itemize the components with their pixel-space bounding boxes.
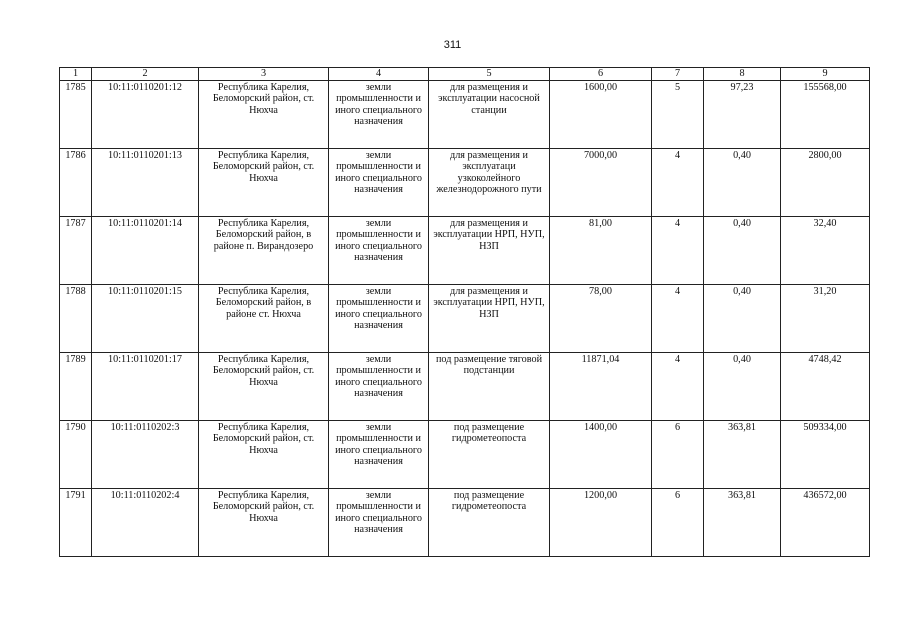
cadastral-value-cell: 32,40 (781, 217, 870, 285)
rate-cell: 0,40 (704, 285, 781, 353)
land-registry-table (59, 67, 870, 557)
group-cell: 4 (652, 285, 704, 353)
cadastral-value-cell: 436572,00 (781, 489, 870, 557)
table-row (60, 489, 870, 557)
permitted-use-cell: под размещение гидрометеопоста (429, 421, 550, 489)
address-cell: Республика Карелия, Беломорский район, в районе ст. Нюхча (199, 285, 329, 353)
group-cell: 4 (652, 353, 704, 421)
permitted-use-cell: под размещение тяговой подстанции (429, 353, 550, 421)
row-number-cell: 1788 (60, 285, 92, 353)
cadastral-number-cell: 10:11:0110201:13 (92, 149, 199, 217)
cadastral-number-cell: 10:11:0110201:12 (92, 81, 199, 149)
row-number-cell: 1785 (60, 81, 92, 149)
cadastral-number-cell: 10:11:0110202:3 (92, 421, 199, 489)
cadastral-number-cell: 10:11:0110201:17 (92, 353, 199, 421)
address-cell: Республика Карелия, Беломорский район, ст. Нюхча (199, 149, 329, 217)
column-header: 2 (92, 68, 199, 81)
cadastral-value-cell: 509334,00 (781, 421, 870, 489)
row-number-cell: 1789 (60, 353, 92, 421)
rate-cell: 0,40 (704, 149, 781, 217)
column-header: 3 (199, 68, 329, 81)
group-cell: 6 (652, 489, 704, 557)
area-cell: 11871,04 (550, 353, 652, 421)
column-header: 8 (704, 68, 781, 81)
address-cell: Республика Карелия, Беломорский район, ст. Нюхча (199, 421, 329, 489)
rate-cell: 97,23 (704, 81, 781, 149)
land-category-cell: земли промышленности и иного специального назначения (329, 149, 429, 217)
row-number-cell: 1790 (60, 421, 92, 489)
land-category-cell: земли промышленности и иного специального назначения (329, 81, 429, 149)
column-header: 6 (550, 68, 652, 81)
permitted-use-cell: для размещения и эксплуатации насосной станции (429, 81, 550, 149)
rate-cell: 363,81 (704, 489, 781, 557)
address-cell: Республика Карелия, Беломорский район, в районе п. Вирандозеро (199, 217, 329, 285)
header-row (60, 68, 870, 81)
row-number-cell: 1786 (60, 149, 92, 217)
column-header: 9 (781, 68, 870, 81)
land-category-cell: земли промышленности и иного специального назначения (329, 421, 429, 489)
rate-cell: 0,40 (704, 217, 781, 285)
column-header: 1 (60, 68, 92, 81)
cadastral-number-cell: 10:11:0110202:4 (92, 489, 199, 557)
column-header: 4 (329, 68, 429, 81)
area-cell: 7000,00 (550, 149, 652, 217)
row-number-cell: 1787 (60, 217, 92, 285)
cadastral-number-cell: 10:11:0110201:15 (92, 285, 199, 353)
table-row (60, 217, 870, 285)
rate-cell: 0,40 (704, 353, 781, 421)
table-row (60, 353, 870, 421)
group-cell: 4 (652, 149, 704, 217)
area-cell: 1400,00 (550, 421, 652, 489)
table-row (60, 285, 870, 353)
column-header: 7 (652, 68, 704, 81)
area-cell: 81,00 (550, 217, 652, 285)
land-category-cell: земли промышленности и иного специального назначения (329, 285, 429, 353)
area-cell: 78,00 (550, 285, 652, 353)
group-cell: 4 (652, 217, 704, 285)
cadastral-value-cell: 155568,00 (781, 81, 870, 149)
group-cell: 5 (652, 81, 704, 149)
area-cell: 1200,00 (550, 489, 652, 557)
cadastral-value-cell: 4748,42 (781, 353, 870, 421)
cadastral-value-cell: 31,20 (781, 285, 870, 353)
table-row (60, 149, 870, 217)
land-category-cell: земли промышленности и иного специального назначения (329, 217, 429, 285)
column-header: 5 (429, 68, 550, 81)
table-row (60, 81, 870, 149)
rate-cell: 363,81 (704, 421, 781, 489)
row-number-cell: 1791 (60, 489, 92, 557)
cadastral-number-cell: 10:11:0110201:14 (92, 217, 199, 285)
area-cell: 1600,00 (550, 81, 652, 149)
address-cell: Республика Карелия, Беломорский район, ст. Нюхча (199, 353, 329, 421)
address-cell: Республика Карелия, Беломорский район, ст. Нюхча (199, 489, 329, 557)
cadastral-value-cell: 2800,00 (781, 149, 870, 217)
land-category-cell: земли промышленности и иного специального назначения (329, 489, 429, 557)
permitted-use-cell: для размещения и эксплуатации НРП, НУП, НЗП (429, 285, 550, 353)
land-category-cell: земли промышленности и иного специального назначения (329, 353, 429, 421)
page-number: 311 (443, 39, 462, 51)
table-row (60, 421, 870, 489)
address-cell: Республика Карелия, Беломорский район, ст. Нюхча (199, 81, 329, 149)
permitted-use-cell: под размещение гидрометеопоста (429, 489, 550, 557)
group-cell: 6 (652, 421, 704, 489)
permitted-use-cell: для размещения и эксплуатации НРП, НУП, НЗП (429, 217, 550, 285)
permitted-use-cell: для размещения и эксплуатаци узкоколейного железнодорожного пути (429, 149, 550, 217)
